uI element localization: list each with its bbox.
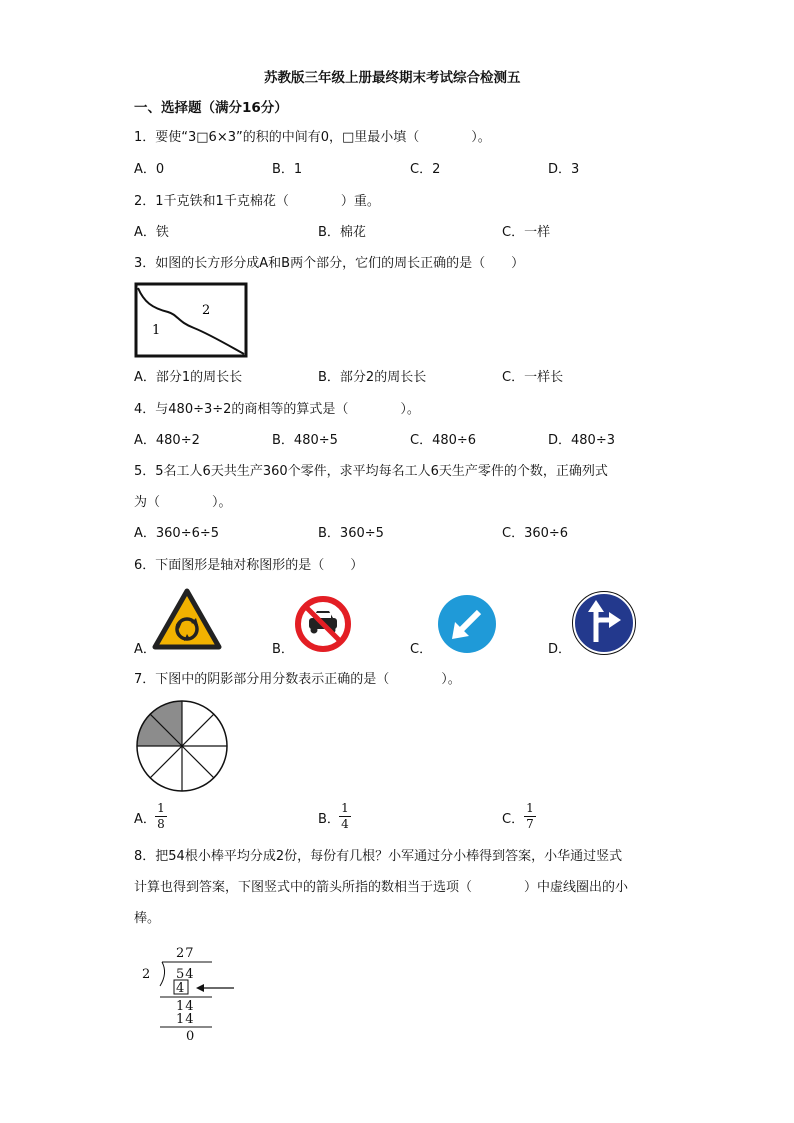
q2-option-c[interactable]: C．一样 (502, 225, 551, 240)
q7-circle-figure (134, 698, 230, 794)
division-dividend: 54 (176, 967, 195, 982)
q3-label-1: 1 (152, 323, 161, 338)
division-quotient: 27 (176, 946, 195, 961)
q4-option-c[interactable]: C．480÷6 (410, 433, 477, 448)
long-division-figure (134, 940, 244, 1046)
q8-stem-line3: 棒。 (134, 911, 161, 926)
fraction-numerator: 1 (526, 801, 534, 815)
q6-option-a[interactable]: A． (134, 642, 156, 657)
fraction-numerator: 1 (157, 801, 165, 815)
q7-option-b-label[interactable]: B． (318, 812, 340, 827)
division-step1: 4 (176, 981, 185, 996)
q1-option-a[interactable]: A．0 (134, 162, 165, 177)
q1-stem: 1．要使“3□6×3”的积的中间有0，□里最小填（ ）。 (134, 130, 491, 145)
q5-option-a[interactable]: A．360÷6÷5 (134, 526, 220, 541)
q3-label-2: 2 (202, 303, 211, 318)
q7-option-c-label[interactable]: C． (502, 812, 525, 827)
division-remainder: 0 (186, 1029, 195, 1044)
q3-rectangle-figure (134, 282, 250, 360)
q6-option-d[interactable]: D． (548, 642, 572, 657)
q3-option-b[interactable]: B．部分2的周长长 (318, 370, 427, 385)
q5-stem-line1: 5．5名工人6天共生产360个零件，求平均每名工人6天生产零件的个数，正确列式 (134, 464, 608, 479)
q2-option-b[interactable]: B．棉花 (318, 225, 366, 240)
division-divisor: 2 (142, 967, 151, 982)
q3-option-c[interactable]: C．一样长 (502, 370, 564, 385)
q3-option-a[interactable]: A．部分1的周长长 (134, 370, 243, 385)
q3-stem: 3．如图的长方形分成A和B两个部分，它们的周长正确的是（ ） (134, 256, 525, 271)
division-step2a: 14 (176, 999, 195, 1014)
fraction-denominator: 8 (157, 817, 165, 831)
q4-option-b[interactable]: B．480÷5 (272, 433, 338, 448)
division-step2b: 14 (176, 1012, 195, 1027)
roundabout-warning-sign-icon (152, 588, 222, 650)
q2-option-a[interactable]: A．铁 (134, 225, 169, 240)
q7-option-c-fraction[interactable] (524, 802, 536, 831)
no-motor-vehicles-sign-icon (294, 595, 352, 653)
q5-option-b[interactable]: B．360÷5 (318, 526, 384, 541)
fraction-numerator: 1 (341, 801, 349, 815)
q6-option-c[interactable]: C． (410, 642, 433, 657)
q5-stem-line2: 为（ ）。 (134, 495, 232, 510)
q1-option-b[interactable]: B．1 (272, 162, 303, 177)
q8-stem-line1: 8．把54根小棒平均分成2份，每份有几根？小军通过分小棒得到答案，小华通过竖式 (134, 849, 623, 864)
q7-option-a-fraction[interactable] (155, 802, 167, 831)
q6-option-b[interactable]: B． (272, 642, 294, 657)
q5-option-c[interactable]: C．360÷6 (502, 526, 569, 541)
straight-or-right-sign-icon (571, 590, 637, 656)
section-heading: 一、选择题（满分16分） (134, 100, 288, 116)
q8-stem-line2: 计算也得到答案，下图竖式中的箭头所指的数相当于选项（ ）中虚线圈出的小 (134, 880, 629, 895)
q4-option-d[interactable]: D．480÷3 (548, 433, 615, 448)
q7-stem: 7．下图中的阴影部分用分数表示正确的是（ ）。 (134, 672, 461, 687)
q4-option-a[interactable]: A．480÷2 (134, 433, 200, 448)
q2-stem: 2．1千克铁和1千克棉花（ ）重。 (134, 194, 380, 209)
q7-option-b-fraction[interactable] (339, 802, 351, 831)
fraction-denominator: 4 (341, 817, 349, 831)
q6-stem: 6．下面图形是轴对称图形的是（ ） (134, 558, 364, 573)
q1-option-d[interactable]: D．3 (548, 162, 580, 177)
q7-option-a-label[interactable]: A． (134, 812, 156, 827)
diagonal-arrow-sign-icon (435, 592, 499, 656)
page-title: 苏教版三年级上册最终期末考试综合检测五 (264, 70, 521, 86)
q4-stem: 4．与480÷3÷2的商相等的算式是（ ）。 (134, 402, 420, 417)
q1-option-c[interactable]: C．2 (410, 162, 441, 177)
fraction-denominator: 7 (526, 817, 534, 831)
